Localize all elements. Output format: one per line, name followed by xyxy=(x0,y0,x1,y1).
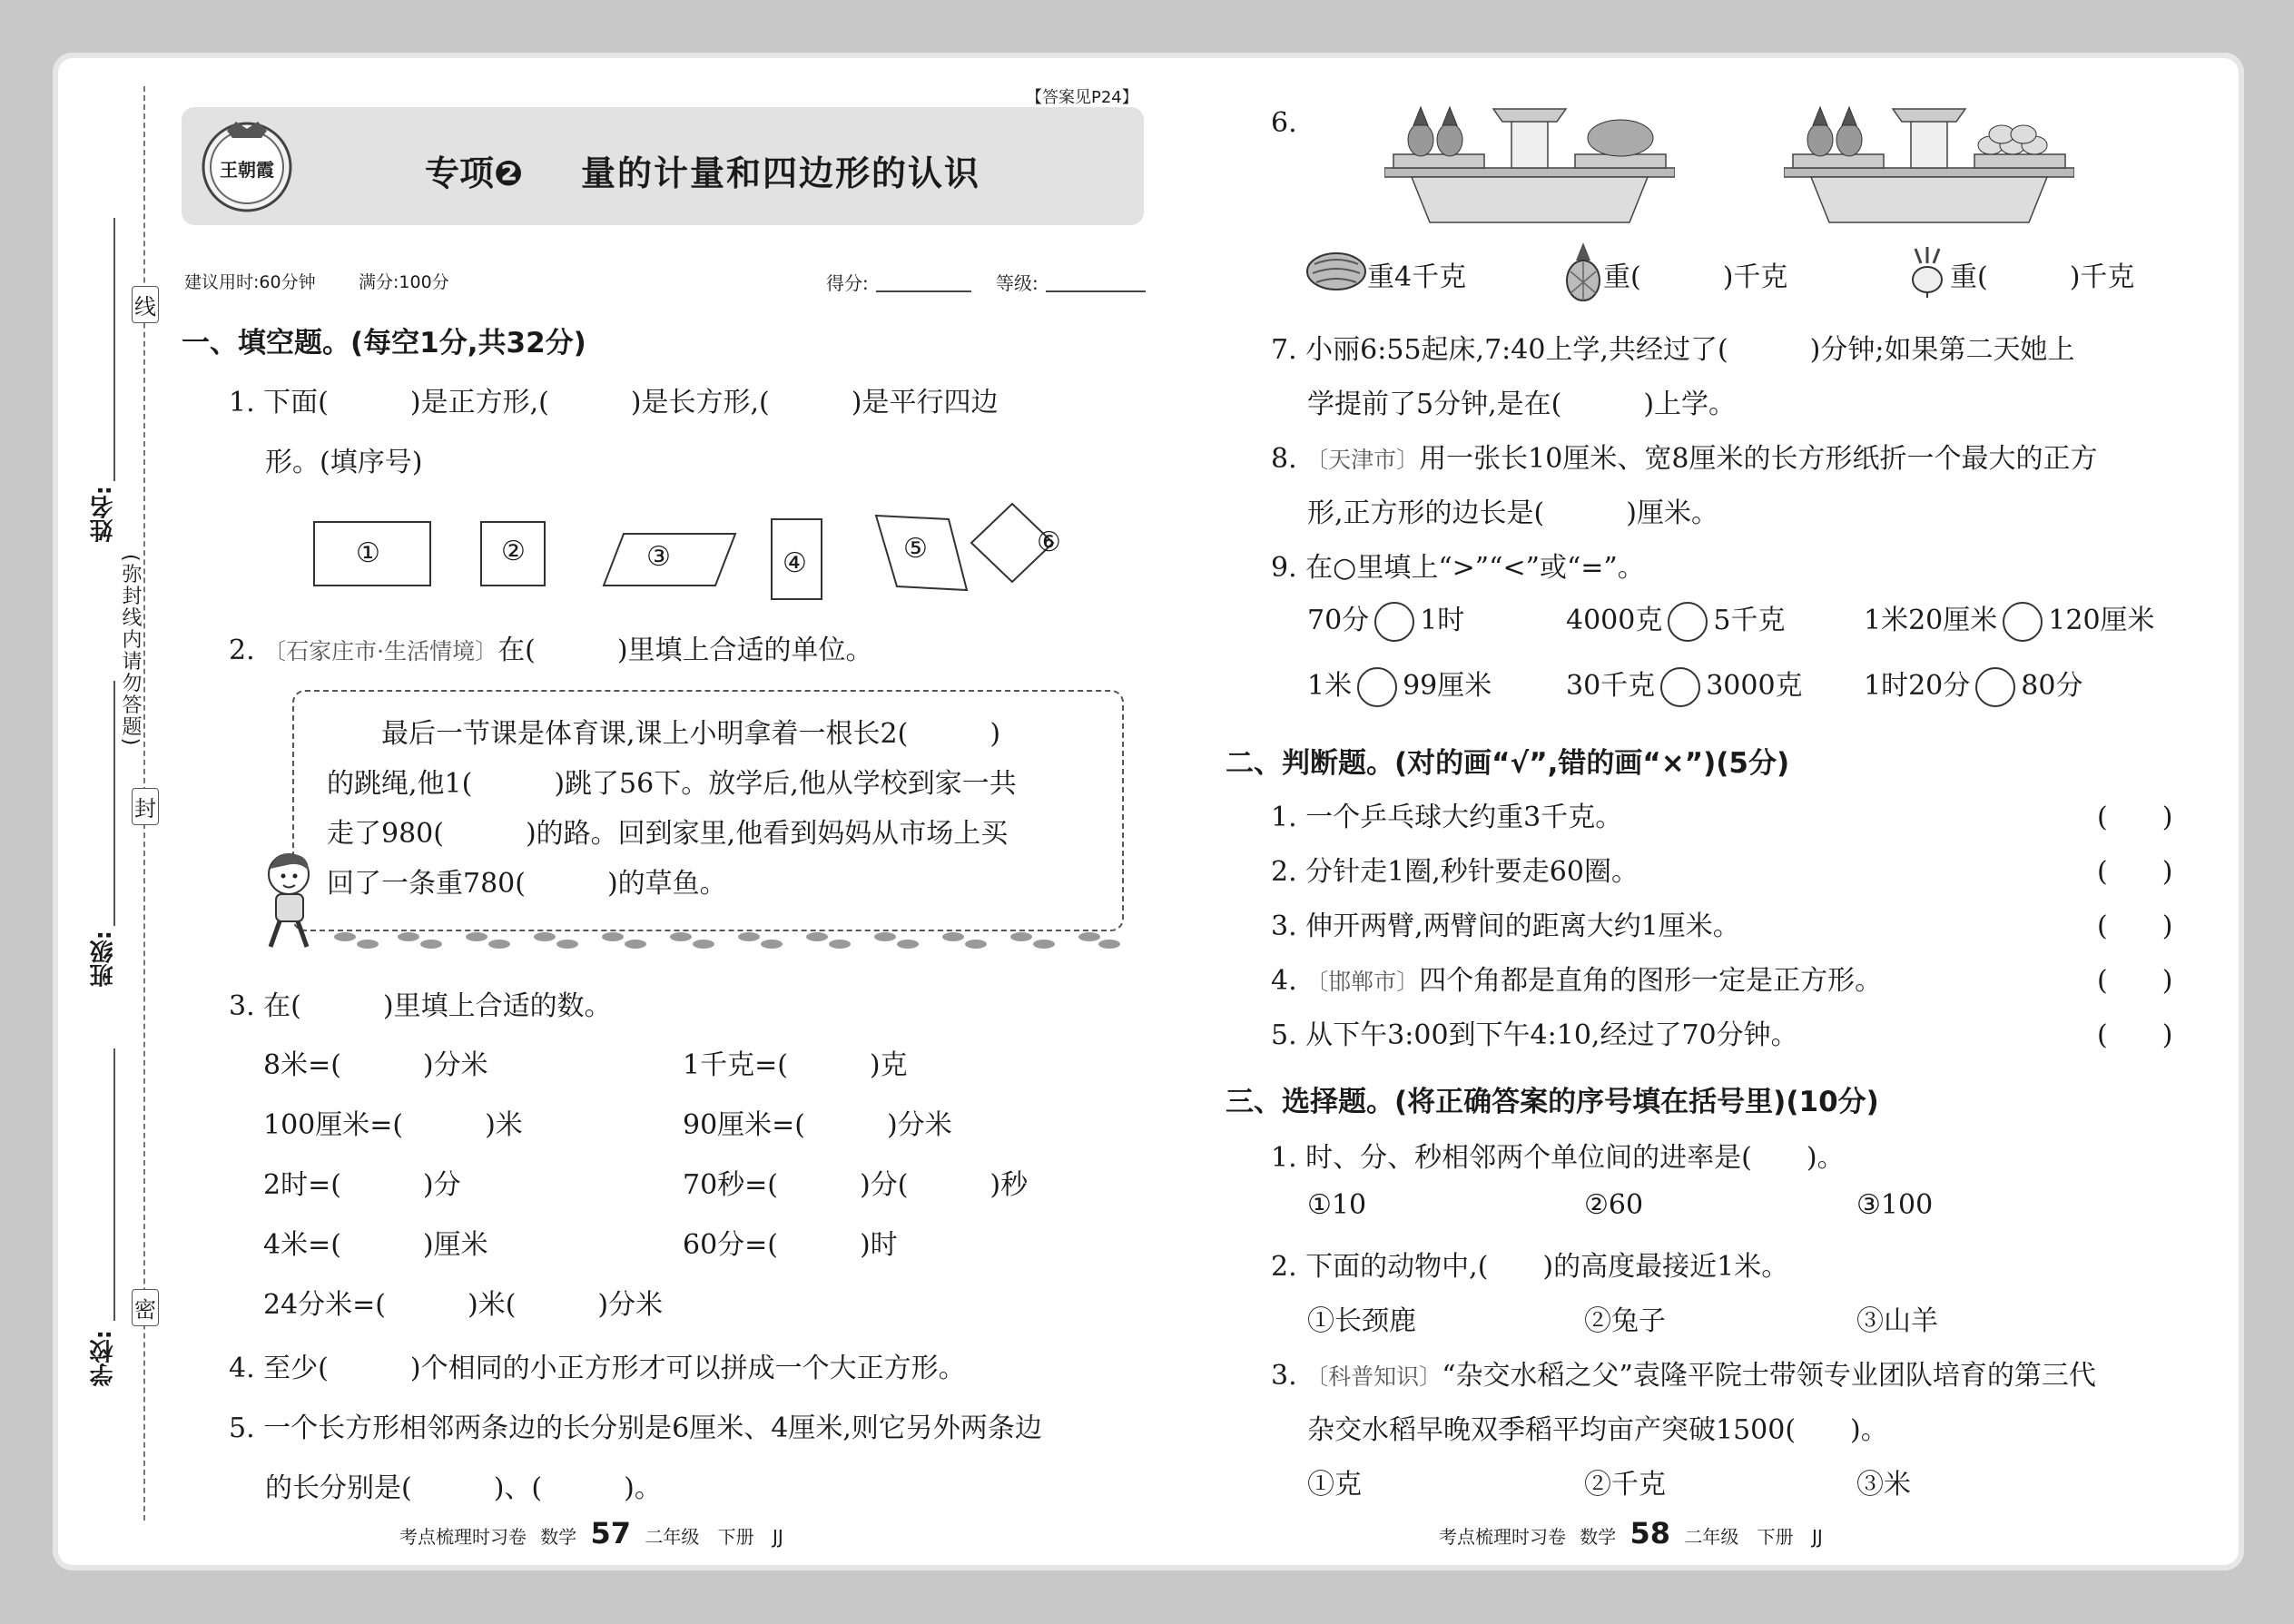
q3-row3-b: 70秒=( )分( )秒 xyxy=(683,1169,1029,1201)
q9-6-right: 80分 xyxy=(2021,670,2083,702)
brand-badge xyxy=(200,118,295,213)
no-answer-notice: (弥封线内请勿答题) xyxy=(119,554,142,748)
q7-text-line2: 学提前了5分钟,是在( )上学。 xyxy=(1307,389,1737,420)
figure-2-label: ② xyxy=(501,536,526,567)
watermelon-icon xyxy=(1305,250,1367,293)
judge-5-text: 从下午3:00到下午4:10,经过了70分钟。 xyxy=(1305,1019,1798,1051)
judge-1-answer-paren[interactable]: ( ) xyxy=(2097,802,2173,833)
judge-item-2 xyxy=(1271,849,1639,889)
judge-1-text: 一个乒乓球大约重3千克。 xyxy=(1305,802,1623,833)
watermelon-weight: 重4千克 xyxy=(1367,261,1467,293)
balance-scale-1 xyxy=(1384,100,1675,227)
q9-2-right: 5千克 xyxy=(1713,605,1786,636)
q3-row1-b: 1千克=( )克 xyxy=(683,1049,908,1081)
section-fill-blank-heading: 一、填空题。(每空1分,共32分) xyxy=(182,327,586,359)
q9-3-left: 1米20厘米 xyxy=(1864,605,1998,636)
pineapples xyxy=(1408,107,1462,156)
footer-edition: JJ xyxy=(773,1526,783,1548)
score-field[interactable] xyxy=(876,290,971,292)
page-title: 量的计量和四边形的认识 xyxy=(581,153,981,193)
footer-series: 考点梳理时习卷 xyxy=(1439,1526,1566,1548)
footer-term: 下册 xyxy=(717,1526,754,1548)
school-field-line[interactable] xyxy=(113,1048,115,1321)
story-line-4: 回了一条重780( )的草鱼。 xyxy=(327,868,727,900)
suggested-time: 建议用时:60分钟 xyxy=(184,272,316,292)
footer-term: 下册 xyxy=(1757,1526,1794,1548)
q6-number: 6. xyxy=(1271,107,1297,139)
dense-marker: 密 xyxy=(132,1289,159,1326)
q9-compare-2 xyxy=(1566,597,1785,642)
compare-circle-4[interactable] xyxy=(1357,667,1397,707)
radishes xyxy=(1978,125,2047,154)
judge-4-number: 4. xyxy=(1271,965,1297,997)
q8-text-line2: 形,正方形的边长是( )厘米。 xyxy=(1307,497,1718,529)
q9-compare-3 xyxy=(1864,597,2155,642)
q3-row4-a: 4米=( )厘米 xyxy=(263,1229,488,1261)
pineapple-weight: 重( )千克 xyxy=(1603,261,1788,293)
q2-source-tag: 〔石家庄市·生活情境〕 xyxy=(263,638,498,664)
section-judge-heading: 二、判断题。(对的画“√”,错的画“×”)(5分) xyxy=(1226,747,1790,780)
q8-source-tag: 〔天津市〕 xyxy=(1305,447,1420,473)
left-footer xyxy=(399,1516,783,1550)
choice-1-option-a[interactable]: ①10 xyxy=(1307,1189,1367,1221)
choice-3-text-line2: 杂交水稻早晚双季稻平均亩产突破1500( )。 xyxy=(1307,1414,1888,1446)
story-line-1: 最后一节课是体育课,课上小明拿着一根长2( ) xyxy=(327,718,1001,750)
footprints-decoration xyxy=(327,926,1135,953)
figure-3-label: ③ xyxy=(646,541,671,573)
q9-1-right: 1时 xyxy=(1420,605,1465,636)
class-label: 班级: xyxy=(90,930,117,988)
answer-reference: 【答案见P24】 xyxy=(1026,88,1138,107)
q2-prompt: 在( )里填上合适的单位。 xyxy=(497,635,873,666)
compare-circle-5[interactable] xyxy=(1660,667,1700,707)
balance-scale-2 xyxy=(1784,100,2074,227)
footer-grade: 二年级 xyxy=(645,1526,700,1548)
judge-3-number: 3. xyxy=(1271,910,1297,942)
q1-text-line1: 1. 下面( )是正方形,( )是长方形,( )是平行四边 xyxy=(229,387,999,418)
footer-grade: 二年级 xyxy=(1684,1526,1739,1548)
choice-1-text: 1. 时、分、秒相邻两个单位间的进率是( )。 xyxy=(1271,1142,1845,1174)
judge-item-3 xyxy=(1271,903,1740,943)
judge-3-text: 伸开两臂,两臂间的距离大约1厘米。 xyxy=(1305,910,1740,942)
q9-text: 9. 在○里填上“>”“<”或“=”。 xyxy=(1271,552,1645,584)
choice-3-option-b[interactable]: ②千克 xyxy=(1584,1469,1666,1501)
figure-5-label: ⑤ xyxy=(903,533,928,565)
choice-1-option-c[interactable]: ③100 xyxy=(1856,1189,1934,1221)
q3-row1-a: 8米=( )分米 xyxy=(263,1049,488,1081)
q9-5-right: 3000克 xyxy=(1706,670,1803,702)
q9-6-left: 1时20分 xyxy=(1864,670,1971,702)
brand-badge-text: 王朝霞 xyxy=(220,159,274,181)
choice-3-option-c[interactable]: ③米 xyxy=(1856,1469,1911,1501)
judge-2-number: 2. xyxy=(1271,856,1297,888)
q9-compare-6 xyxy=(1864,663,2082,707)
grade-field[interactable] xyxy=(1046,290,1146,292)
choice-3-option-a[interactable]: ①克 xyxy=(1307,1469,1362,1501)
q9-1-left: 70分 xyxy=(1307,605,1370,636)
footer-subject: 数学 xyxy=(1580,1526,1617,1548)
q4-text: 4. 至少( )个相同的小正方形才可以拼成一个大正方形。 xyxy=(229,1353,966,1384)
score-label: 得分: xyxy=(826,272,869,294)
footer-subject: 数学 xyxy=(540,1526,577,1548)
choice-2-text: 2. 下面的动物中,( )的高度最接近1米。 xyxy=(1271,1251,1789,1283)
quadrilateral-figures xyxy=(300,499,1108,608)
compare-circle-6[interactable] xyxy=(1975,667,2015,707)
choice-2-option-a[interactable]: ①长颈鹿 xyxy=(1307,1305,1416,1337)
compare-circle-1[interactable] xyxy=(1374,602,1414,642)
judge-item-4 xyxy=(1271,958,1882,998)
judge-1-number: 1. xyxy=(1271,802,1297,833)
judge-4-answer-paren[interactable]: ( ) xyxy=(2097,965,2173,997)
judge-2-text: 分针走1圈,秒针要走60圈。 xyxy=(1305,856,1639,888)
class-field-line[interactable] xyxy=(113,681,115,926)
choice-2-option-b[interactable]: ②兔子 xyxy=(1584,1305,1666,1337)
compare-circle-3[interactable] xyxy=(2003,602,2043,642)
footer-edition: JJ xyxy=(1812,1526,1823,1548)
q3-row2-a: 100厘米=( )米 xyxy=(263,1109,523,1141)
q9-compare-1 xyxy=(1307,597,1464,642)
q3-row5-a: 24分米=( )米( )分米 xyxy=(263,1289,664,1321)
section-choice-heading: 三、选择题。(将正确答案的序号填在括号里)(10分) xyxy=(1226,1086,1879,1118)
q3-row3-a: 2时=( )分 xyxy=(263,1169,461,1201)
judge-3-answer-paren[interactable]: ( ) xyxy=(2097,910,2173,942)
radish-icon xyxy=(1905,245,1950,300)
topic-number: 专项❷ xyxy=(425,153,524,193)
compare-circle-2[interactable] xyxy=(1668,602,1708,642)
judge-2-answer-paren[interactable]: ( ) xyxy=(2097,856,2173,888)
q9-5-left: 30千克 xyxy=(1566,670,1656,702)
judge-item-1 xyxy=(1271,794,1622,834)
q3-row4-b: 60分=( )时 xyxy=(683,1229,898,1261)
q5-text-line1: 5. 一个长方形相邻两条边的长分别是6厘米、4厘米,则它另外两条边 xyxy=(229,1412,1042,1444)
q8-number: 8. xyxy=(1271,443,1297,475)
judge-4-source-tag: 〔邯郸市〕 xyxy=(1305,969,1420,995)
q8-prompt: 用一张长10厘米、宽8厘米的长方形纸折一个最大的正方 xyxy=(1419,443,2098,475)
figure-6-label: ⑥ xyxy=(1037,527,1061,558)
radish-weight: 重( )千克 xyxy=(1950,261,2135,293)
pineapple-icon xyxy=(1563,241,1603,302)
story-line-2: 的跳绳,他1( )跳了56下。放学后,他从学校到家一共 xyxy=(327,768,1017,800)
choice-1-option-b[interactable]: ②60 xyxy=(1584,1189,1644,1221)
q3-row2-b: 90厘米=( )分米 xyxy=(683,1109,952,1141)
q7-text-line1: 7. 小丽6:55起床,7:40上学,共经过了( )分钟;如果第二天她上 xyxy=(1271,334,2075,366)
choice-3-text-line1 xyxy=(1271,1353,2096,1393)
q5-text-line2: 的长分别是( )、( )。 xyxy=(265,1472,662,1504)
footer-series: 考点梳理时习卷 xyxy=(399,1526,527,1548)
q9-2-left: 4000克 xyxy=(1566,605,1663,636)
q2-text xyxy=(229,627,873,667)
q9-3-right: 120厘米 xyxy=(2048,605,2155,636)
figure-1-label: ① xyxy=(356,537,380,569)
choice-3-prompt: “杂交水稻之父”袁隆平院士带领专业团队培育的第三代 xyxy=(1442,1360,2096,1392)
q3-text: 3. 在( )里填上合适的数。 xyxy=(229,990,612,1022)
q9-compare-4 xyxy=(1307,663,1492,707)
story-line-3: 走了980( )的路。回到家里,他看到妈妈从市场上买 xyxy=(327,818,1009,850)
judge-item-5 xyxy=(1271,1012,1798,1052)
grade-label: 等级: xyxy=(996,272,1039,294)
q1-text-line2: 形。(填序号) xyxy=(265,447,423,478)
choice-3-source-tag: 〔科普知识〕 xyxy=(1305,1363,1442,1390)
right-footer xyxy=(1439,1516,1823,1550)
q8-text-line1 xyxy=(1271,436,2097,476)
name-field-line[interactable] xyxy=(113,218,115,481)
school-label: 学校: xyxy=(90,1330,117,1387)
judge-5-number: 5. xyxy=(1271,1019,1297,1051)
page-number: 57 xyxy=(590,1516,632,1550)
full-score: 满分:100分 xyxy=(359,272,449,292)
q9-4-right: 99厘米 xyxy=(1403,670,1492,702)
watermelon xyxy=(1588,120,1653,156)
figure-4-label: ④ xyxy=(783,547,807,579)
q2-number: 2. xyxy=(229,635,255,666)
line-marker: 线 xyxy=(132,286,159,323)
q9-compare-5 xyxy=(1566,663,1803,707)
judge-5-answer-paren[interactable]: ( ) xyxy=(2097,1019,2173,1051)
name-label: 姓名: xyxy=(90,486,117,543)
q9-4-left: 1米 xyxy=(1307,670,1353,702)
page-number: 58 xyxy=(1629,1516,1671,1550)
seal-marker: 封 xyxy=(132,788,159,825)
boy-illustration xyxy=(254,849,327,953)
choice-2-option-c[interactable]: ③山羊 xyxy=(1856,1305,1938,1337)
choice-3-number: 3. xyxy=(1271,1360,1297,1392)
judge-4-text: 四个角都是直角的图形一定是正方形。 xyxy=(1419,965,1883,997)
